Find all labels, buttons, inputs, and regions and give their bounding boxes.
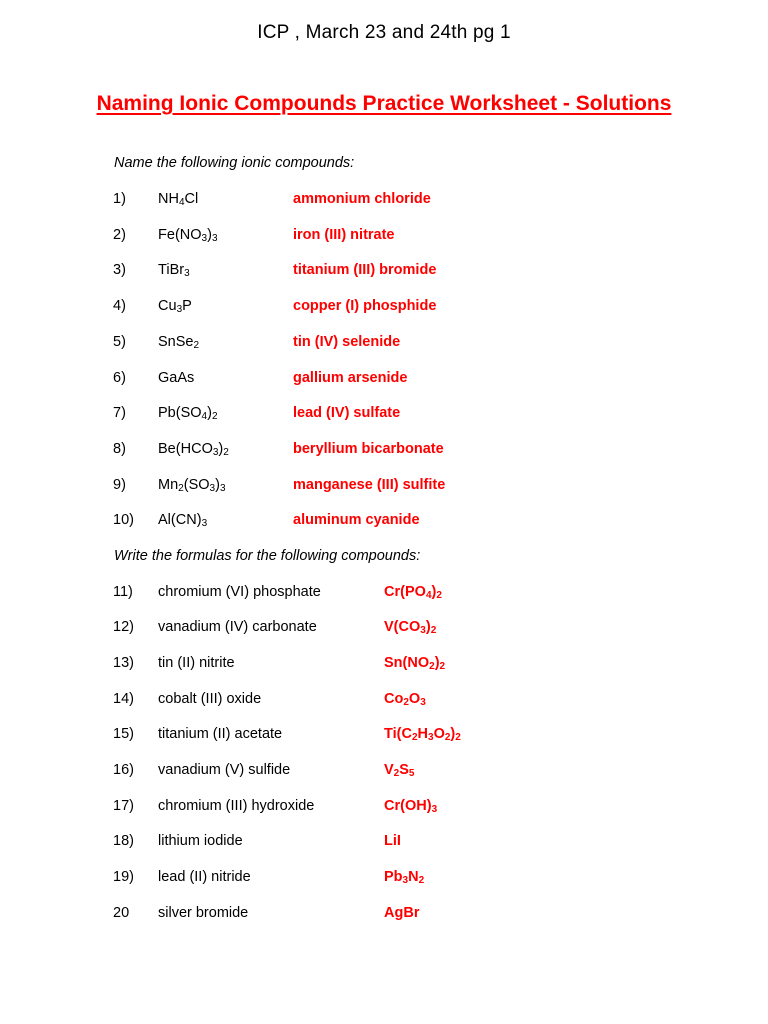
item-answer: tin (IV) selenide <box>293 334 401 350</box>
part2-instructions: Write the formulas for the following compounds: <box>114 548 421 564</box>
item-answer: $Sn(NO_2)_2$ <box>384 655 446 672</box>
list-item <box>0 833 768 855</box>
item-answer: $V(CO_3)_2$ <box>384 619 437 636</box>
item-question: silver bromide <box>158 905 249 921</box>
item-answer: $Co_2O_3$ <box>384 691 426 708</box>
item-answer: copper (I) phosphide <box>293 298 437 314</box>
item-answer: lead (IV) sulfate <box>293 405 401 421</box>
list-item <box>0 512 768 534</box>
item-question: vanadium (V) sulfide <box>158 762 291 778</box>
item-question: $Fe(NO_3)_3$ <box>158 227 218 244</box>
item-question: $Cu_3P$ <box>158 298 192 315</box>
list-item <box>0 619 768 641</box>
item-answer: ammonium chloride <box>293 191 431 207</box>
item-answer: beryllium bicarbonate <box>293 441 444 457</box>
list-item <box>0 405 768 427</box>
item-question: $Pb(SO_4)_2$ <box>158 405 218 422</box>
item-number: 14) <box>113 691 134 707</box>
list-item <box>0 726 768 748</box>
item-number: 1) <box>113 191 126 207</box>
item-answer: manganese (III) sulfite <box>293 477 446 493</box>
list-item <box>0 298 768 320</box>
part1-instructions: Name the following ionic compounds: <box>114 155 355 171</box>
item-question: GaAs <box>158 370 195 386</box>
item-answer: $Pb_3N_2$ <box>384 869 425 886</box>
list-item <box>0 370 768 392</box>
item-question: titanium (II) acetate <box>158 726 283 742</box>
item-number: 18) <box>113 833 134 849</box>
item-question: lead (II) nitride <box>158 869 251 885</box>
item-answer: $Cr(PO_4)_2$ <box>384 584 442 601</box>
list-item <box>0 798 768 820</box>
item-number: 8) <box>113 441 126 457</box>
item-number: 6) <box>113 370 126 386</box>
item-question: cobalt (III) oxide <box>158 691 262 707</box>
list-item <box>0 869 768 891</box>
list-item <box>0 334 768 356</box>
item-number: 20 <box>113 905 130 921</box>
item-number: 13) <box>113 655 134 671</box>
page-title: Naming Ionic Compounds Practice Worksheet - Solutions <box>96 92 672 115</box>
item-question: vanadium (IV) carbonate <box>158 619 317 635</box>
page-header: ICP , March 23 and 24th pg 1 <box>257 22 511 43</box>
item-number: 9) <box>113 477 126 493</box>
item-number: 10) <box>113 512 134 528</box>
item-number: 4) <box>113 298 126 314</box>
item-answer: $Ti(C_2H_3O_2)_2$ <box>384 726 461 743</box>
item-number: 16) <box>113 762 134 778</box>
list-item <box>0 191 768 213</box>
item-answer: titanium (III) bromide <box>293 262 437 278</box>
item-number: 11) <box>113 584 133 600</box>
item-number: 15) <box>113 726 134 742</box>
item-number: 5) <box>113 334 126 350</box>
item-question: $Be(HCO_3)_2$ <box>158 441 229 458</box>
item-answer: $Cr(OH)_3$ <box>384 798 438 815</box>
item-answer: gallium arsenide <box>293 370 408 386</box>
item-answer: AgBr <box>384 905 420 921</box>
item-answer: $V_2S_5$ <box>384 762 415 779</box>
list-item <box>0 655 768 677</box>
item-question: $NH_4Cl$ <box>158 191 199 208</box>
item-number: 12) <box>113 619 134 635</box>
list-item <box>0 691 768 713</box>
item-answer: aluminum cyanide <box>293 512 420 528</box>
item-question: TiBr$_3$ <box>158 262 190 279</box>
item-answer: LiI <box>384 833 401 849</box>
item-number: 2) <box>113 227 126 243</box>
item-question: chromium (VI) phosphate <box>158 584 321 600</box>
item-question: tin (II) nitrite <box>158 655 235 671</box>
item-question: lithium iodide <box>158 833 243 849</box>
list-item <box>0 584 768 606</box>
item-number: 3) <box>113 262 126 278</box>
item-question: $Mn_2(SO_3)_3$ <box>158 477 226 494</box>
list-item <box>0 262 768 284</box>
item-question: chromium (III) hydroxide <box>158 798 315 814</box>
list-item <box>0 227 768 249</box>
item-question: SnSe$_2$ <box>158 334 200 351</box>
list-item <box>0 477 768 499</box>
item-number: 7) <box>113 405 126 421</box>
list-item <box>0 441 768 463</box>
item-answer: iron (III) nitrate <box>293 227 395 243</box>
list-item <box>0 762 768 784</box>
list-item <box>0 905 768 927</box>
item-number: 17) <box>113 798 134 814</box>
item-number: 19) <box>113 869 134 885</box>
item-question: $Al(CN)_3$ <box>158 512 208 529</box>
